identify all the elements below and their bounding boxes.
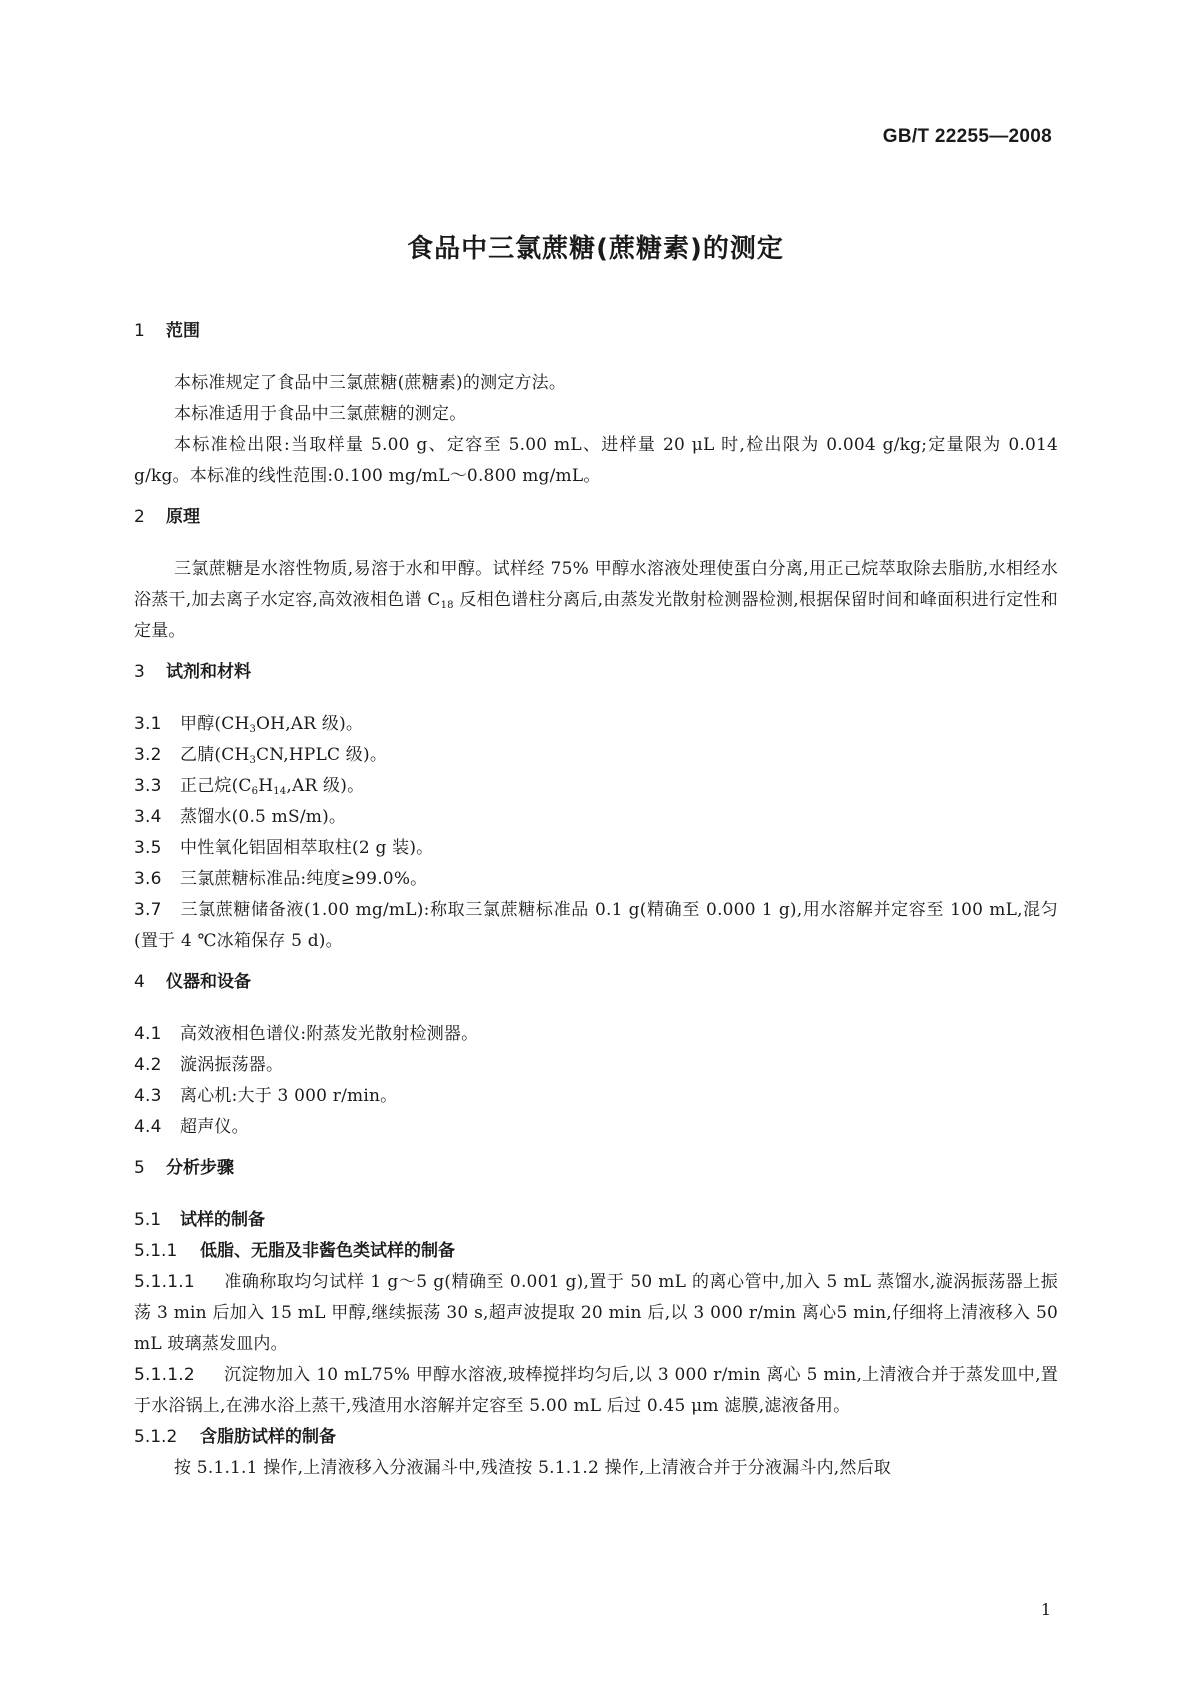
list-item	[134, 1081, 1058, 1112]
list-item	[134, 1360, 1058, 1422]
paragraph: 本标准适用于食品中三氯蔗糖的测定。	[174, 404, 467, 424]
section-number: 5	[134, 1158, 145, 1178]
list-item	[134, 1050, 1058, 1081]
item-text: 沉淀物加入 10 mL75% 甲醇水溶液,玻棒搅拌均匀后,以 3 000 r/min 离心 5 min,上清液合并于蒸发皿中,置于水浴锅上,在沸水浴上蒸干,残渣用水溶解并定容至 5.00 mL 后过 0.45 μm 滤膜,滤液备用。	[134, 1365, 1058, 1416]
subscript: 3	[249, 755, 257, 766]
item-number: 3.3	[134, 776, 162, 796]
item-number: 4.1	[134, 1024, 162, 1044]
list-item	[134, 1267, 1058, 1360]
section-number: 1	[134, 321, 145, 341]
text-run: 三氯蔗糖是水溶性物质,易溶于水和甲醇。试样经 75% 甲醇水溶液处理使蛋白分离,用正己烷萃取除去脂肪,水相经水浴蒸干,加去离子水定容,高效液相色谱 C	[134, 559, 1058, 610]
item-number: 5.1.1.1	[134, 1272, 195, 1292]
subscript: 6	[251, 786, 259, 797]
item-text: 漩涡振荡器。	[180, 1055, 284, 1075]
section-heading-procedure	[134, 1157, 1058, 1205]
item-number: 3.1	[134, 714, 162, 734]
subsection-heading	[134, 1422, 1058, 1453]
item-text: 离心机:大于 3 000 r/min。	[180, 1086, 398, 1106]
subsection-number: 5.1.2	[134, 1427, 178, 1447]
text-run: CN,HPLC 级)。	[256, 745, 388, 765]
subscript: 14	[273, 786, 287, 797]
subsection-heading	[134, 1236, 1058, 1267]
document-title: 食品中三氯蔗糖(蔗糖素)的测定	[407, 234, 784, 264]
text-run: OH,AR 级)。	[256, 714, 364, 734]
list-item	[134, 771, 1058, 802]
section-title: 范围	[166, 321, 200, 341]
subscript: 3	[249, 724, 257, 735]
item-number: 3.5	[134, 838, 162, 858]
item-number: 3.7	[134, 900, 162, 920]
item-text: 中性氧化铝固相萃取柱(2 g 装)。	[180, 838, 434, 858]
subsection-title: 含脂肪试样的制备	[200, 1427, 336, 1447]
section-number: 4	[134, 972, 145, 992]
item-text: 准确称取均匀试样 1 g～5 g(精确至 0.001 g),置于 50 mL 的离心管中,加入 5 mL 蒸馏水,漩涡振荡器上振荡 3 min 后加入 15 mL 甲醇,继续振荡 30 s,超声波提取 20 min 后,以 3 000 r/min 离心5 min,仔细将上清液移入 50 mL 玻璃蒸发皿内。	[134, 1272, 1058, 1354]
item-number: 4.4	[134, 1117, 162, 1137]
list-item	[134, 1112, 1058, 1143]
item-text: 蒸馏水(0.5 mS/m)。	[180, 807, 347, 827]
subsection-heading	[134, 1205, 1058, 1236]
paragraph: 本标准规定了食品中三氯蔗糖(蔗糖素)的测定方法。	[174, 373, 567, 393]
document-body	[134, 320, 1058, 1484]
list-item	[134, 802, 1058, 833]
section-heading-reagents	[134, 661, 1058, 709]
list-item	[134, 1019, 1058, 1050]
text-run: 乙腈(CH	[180, 745, 250, 765]
section-title: 原理	[166, 507, 200, 527]
text-run: 反相色谱柱分离后,由蒸发光散射检测器检测,根据保留时间和峰面积进行定性和定量。	[134, 590, 1058, 641]
item-text: 三氯蔗糖储备液(1.00 mg/mL):称取三氯蔗糖标准品 0.1 g(精确至 0.000 1 g),用水溶解并定容至 100 mL,混匀(置于 4 ℃冰箱保存 5 d)。	[134, 900, 1058, 951]
subsection-title: 低脂、无脂及非酱色类试样的制备	[200, 1241, 455, 1261]
page-number: 1	[1040, 1600, 1051, 1619]
paragraph	[134, 554, 1058, 647]
section-title: 分析步骤	[166, 1158, 234, 1178]
list-item	[134, 895, 1058, 957]
subscript: 18	[440, 600, 454, 611]
item-number: 4.2	[134, 1055, 162, 1075]
list-item	[134, 709, 1058, 740]
text-run: ,AR 级)。	[286, 776, 365, 796]
text-run: 正己烷(C	[180, 776, 252, 796]
item-number: 3.6	[134, 869, 162, 889]
item-number: 5.1.1.2	[134, 1365, 195, 1385]
section-title: 仪器和设备	[166, 972, 251, 992]
section-heading-apparatus	[134, 971, 1058, 1019]
list-item	[134, 864, 1058, 895]
subsection-number: 5.1.1	[134, 1241, 178, 1261]
standard-code: GB/T 22255—2008	[882, 126, 1052, 147]
item-text: 超声仪。	[180, 1117, 249, 1137]
subsection-number: 5.1	[134, 1210, 162, 1230]
item-number: 4.3	[134, 1086, 162, 1106]
text-run: 甲醇(CH	[180, 714, 250, 734]
section-number: 3	[134, 662, 145, 682]
list-item	[134, 833, 1058, 864]
section-heading-principle	[134, 506, 1058, 554]
item-number: 3.4	[134, 807, 162, 827]
item-text: 高效液相色谱仪:附蒸发光散射检测器。	[180, 1024, 479, 1044]
item-number: 3.2	[134, 745, 162, 765]
paragraph: 按 5.1.1.1 操作,上清液移入分液漏斗中,残渣按 5.1.1.2 操作,上清液合并于分液漏斗内,然后取	[174, 1458, 891, 1478]
subsection-title: 试样的制备	[180, 1210, 265, 1230]
section-heading-scope	[134, 320, 1058, 368]
section-title: 试剂和材料	[166, 662, 251, 682]
section-number: 2	[134, 507, 145, 527]
paragraph: 本标准检出限:当取样量 5.00 g、定容至 5.00 mL、进样量 20 μL 时,检出限为 0.004 g/kg;定量限为 0.014 g/kg。本标准的线性范围:0.100 mg/mL～0.800 mg/mL。	[134, 435, 1058, 486]
text-run: H	[258, 776, 274, 796]
item-text: 三氯蔗糖标准品:纯度≥99.0%。	[180, 869, 428, 889]
list-item	[134, 740, 1058, 771]
